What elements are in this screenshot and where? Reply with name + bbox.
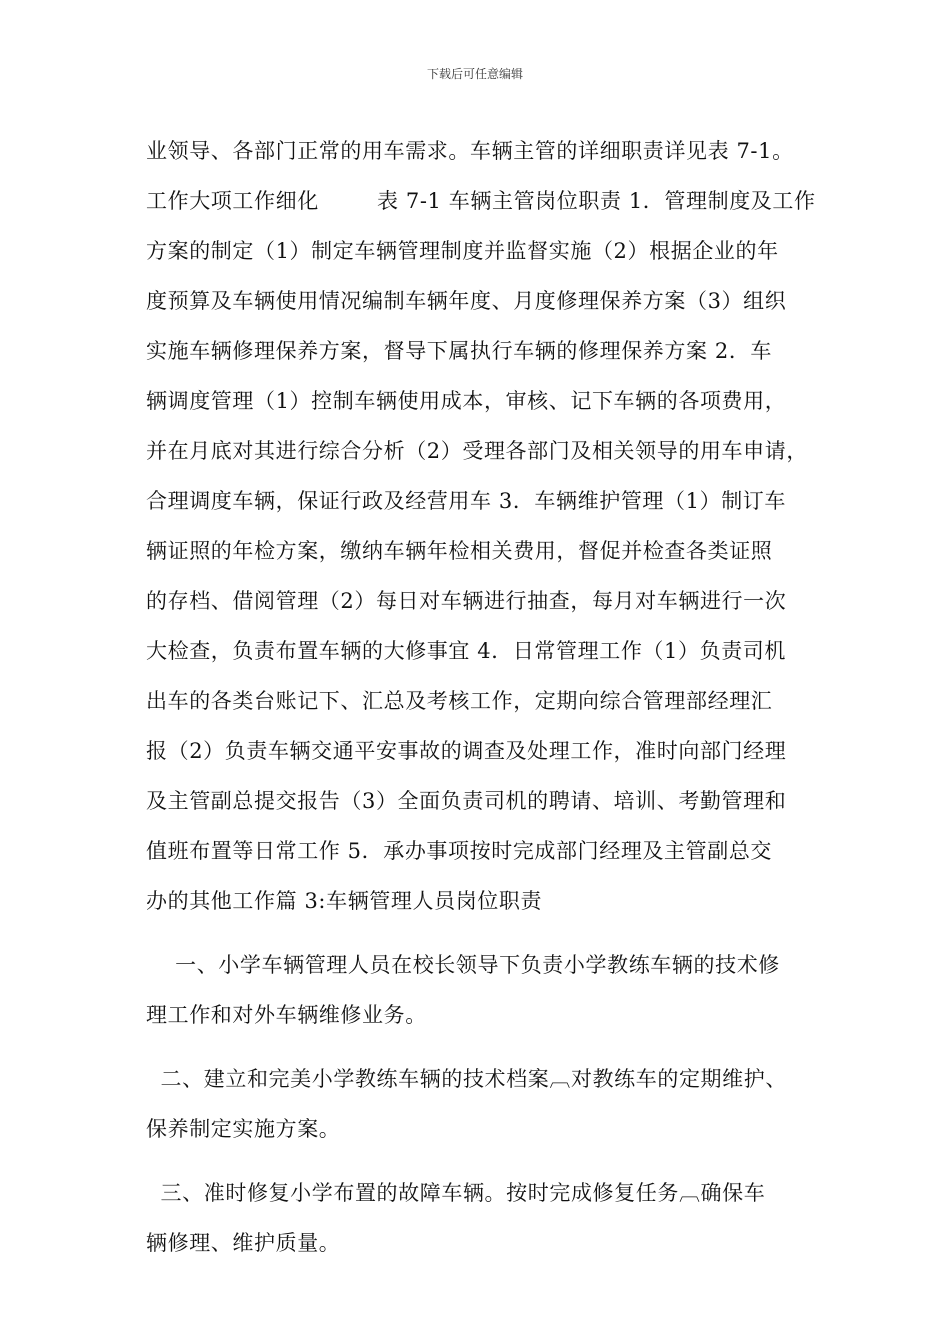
text-line: 的存档、借阅管理（2）每日对车辆进行抽查，每月对车辆进行一次	[146, 589, 787, 613]
paragraph-spacer	[146, 1040, 826, 1054]
text-line: 业领导、各部门正常的用车需求。车辆主管的详细职责详见表 7-1。	[146, 139, 794, 163]
page-header: 下载后可任意编辑	[426, 67, 523, 81]
text-line: 三、准时修复小学布置的故障车辆。按时完成修复任务︹确保车	[146, 1181, 766, 1205]
list-item-one	[146, 940, 826, 1040]
text-line: 值班布置等日常工作 5．承办事项按时完成部门经理及主管副总交	[146, 839, 773, 863]
text-line: 报（2）负责车辆交通平安事故的调查及处理工作，准时向部门经理	[146, 739, 787, 763]
text-line: 二、建立和完美小学教练车辆的技术档案︹对教练车的定期维护、	[146, 1067, 787, 1091]
text-line: 一、小学车辆管理人员在校长领导下负责小学教练车辆的技术修	[146, 953, 780, 977]
paragraph-duties-table	[146, 126, 826, 926]
text-line: 实施车辆修理保养方案，督导下属执行车辆的修理保养方案 2．车	[146, 339, 773, 363]
text-line: 保养制定实施方案。	[146, 1117, 341, 1141]
text-line: 并在月底对其进行综合分析（2）受理各部门及相关领导的用车申请，	[146, 439, 808, 463]
document-body	[146, 126, 826, 1268]
text-line: 度预算及车辆使用情况编制车辆年度、月度修理保养方案（3）组织	[146, 289, 787, 313]
text-line: 辆证照的年检方案，缴纳车辆年检相关费用，督促并检查各类证照	[146, 539, 773, 563]
text-line: 辆修理、维护质量。	[146, 1231, 341, 1255]
paragraph-spacer	[146, 1154, 826, 1168]
text-line: 方案的制定（1）制定车辆管理制度并监督实施（2）根据企业的年	[146, 239, 779, 263]
text-line: 及主管副总提交报告（3）全面负责司机的聘请、培训、考勤管理和	[146, 789, 787, 813]
text-line: 理工作和对外车辆维修业务。	[146, 1003, 427, 1027]
text-line: 大检查，负责布置车辆的大修事宜 4．日常管理工作（1）负责司机	[146, 639, 786, 663]
text-line: 辆调度管理（1）控制车辆使用成本，审核、记下车辆的各项费用，	[146, 389, 787, 413]
text-line: 合理调度车辆，保证行政及经营用车 3．车辆维护管理（1）制订车	[146, 489, 786, 513]
list-item-three	[146, 1168, 826, 1268]
list-item-two	[146, 1054, 826, 1154]
text-line: 工作大项工作细化 表 7-1 车辆主管岗位职责 1．管理制度及工作	[146, 189, 816, 213]
text-line: 出车的各类台账记下、汇总及考核工作，定期向综合管理部经理汇	[146, 689, 773, 713]
paragraph-spacer	[146, 926, 826, 940]
text-line: 办的其他工作篇 3:车辆管理人员岗位职责	[146, 889, 543, 913]
